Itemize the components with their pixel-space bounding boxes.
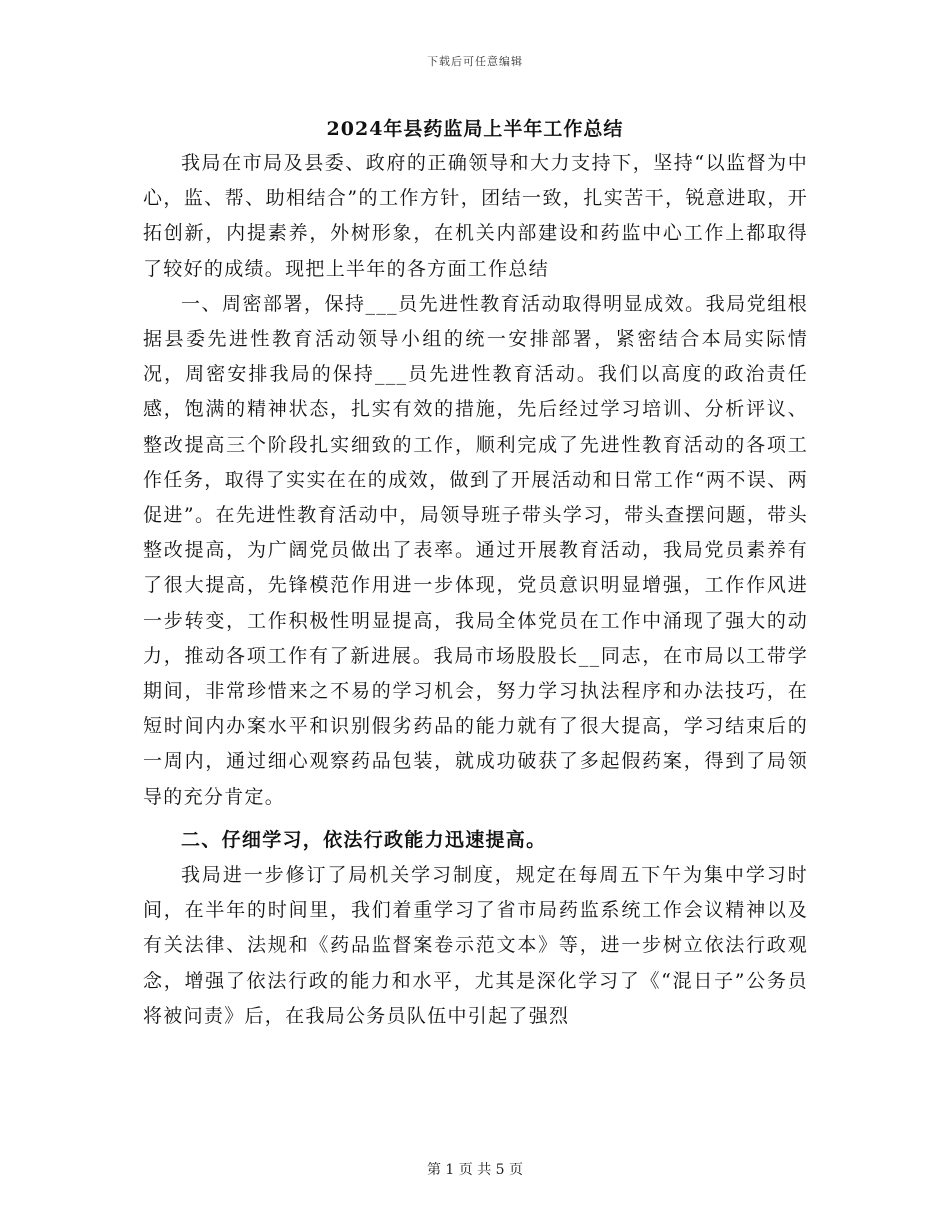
paragraph-intro: 我局在市局及县委、政府的正确领导和大力支持下，坚持“以监督为中心，监、帮、助相结合”的工作方针，团结一致，扎实苦干，锐意进取，开拓创新，内提素养，外树形象，在机关内部建设和药监中心工作上都取得了较好的成绩。现把上半年的各方面工作总结	[143, 152, 808, 280]
page-header-note: 下载后可任意编辑	[427, 55, 523, 68]
page-number-footer: 第 1 页 共 5 页	[426, 1162, 524, 1178]
document-body	[143, 146, 808, 1034]
paragraph-section-two: 我局进一步修订了局机关学习制度，规定在每周五下午为集中学习时间，在半年的时间里，我们着重学习了省市局药监系统工作会议精神以及有关法律、法规和《药品监督案卷示范文本》等，进一步树立依法行政观念，增强了依法行政的能力和水平，尤其是深化学习了《“混日子”公务员将被问责》后，在我局公务员队伍中引起了强烈	[143, 864, 808, 1027]
paragraph-section-one: 一、周密部署，保持___员先进性教育活动取得明显成效。我局党组根据县委先进性教育活动领导小组的统一安排部署，紧密结合本局实际情况，周密安排我局的保持___员先进性教育活动。我们以高度的政治责任感，饱满的精神状态，扎实有效的措施，先后经过学习培训、分析评议、整改提高三个阶段扎实细致的工作，顺利完成了先进性教育活动的各项工作任务，取得了实实在在的成效，做到了开展活动和日常工作“两不误、两促进”。在先进性教育活动中，局领导班子带头学习，带头查摆问题，带头整改提高，为广阔党员做出了表率。通过开展教育活动，我局党员素养有了很大提高，先锋模范作用进一步体现，党员意识明显增强，工作作风进一步转变，工作积极性明显提高，我局全体党员在工作中涌现了强大的动力，推动各项工作有了新进展。我局市场股股长__同志，在市局以工带学期间，非常珍惜来之不易的学习机会，努力学习执法程序和办法技巧，在短时间内办案水平和识别假劣药品的能力就有了很大提高，学习结束后的一周内，通过细心观察药品包装，就成功破获了多起假药案，得到了局领导的充分肯定。	[143, 292, 808, 808]
section-heading-two: 二、仔细学习，依法行政能力迅速提高。	[181, 828, 547, 851]
document-title: 2024年县药监局上半年工作总结	[326, 118, 624, 140]
